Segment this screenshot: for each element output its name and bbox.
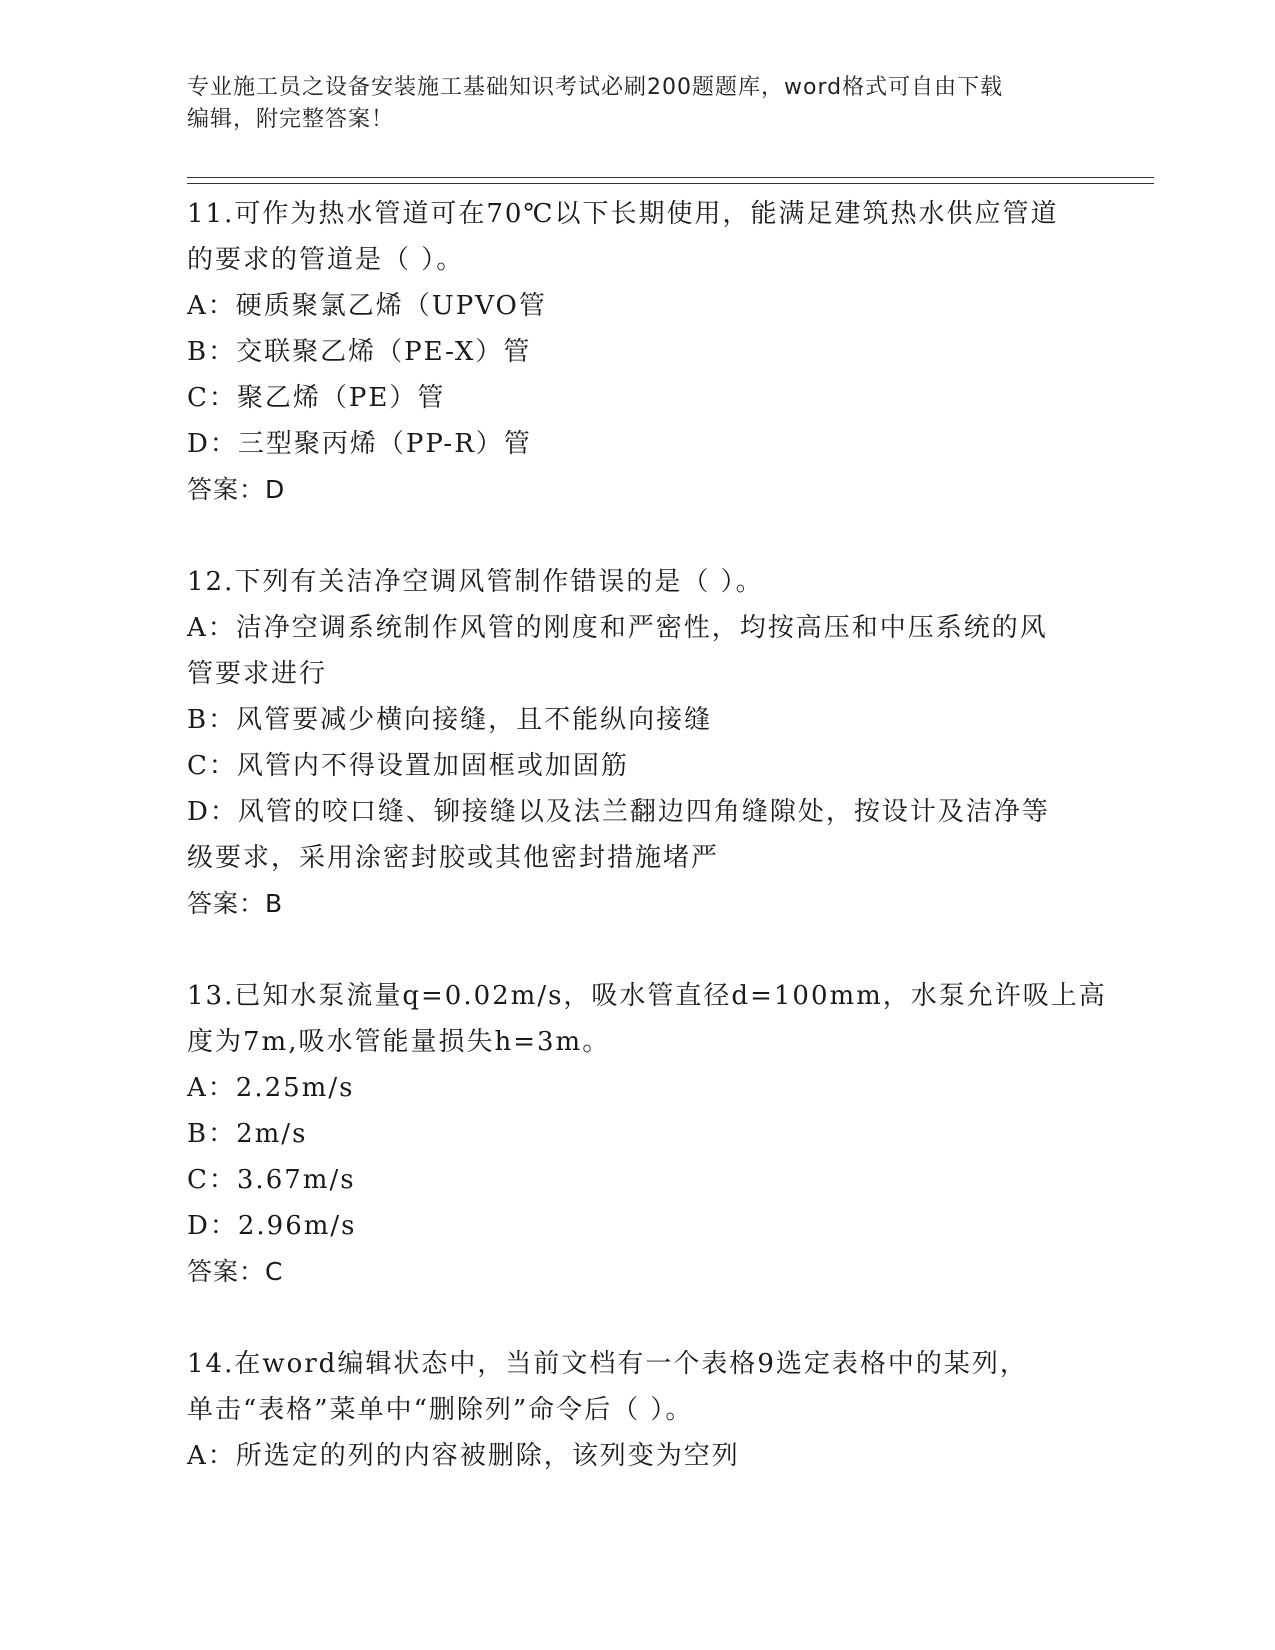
answer-option: 管要求进行: [187, 659, 328, 689]
header-divider: [187, 183, 1154, 184]
answer-option: D：风管的咬口缝、铆接缝以及法兰翻边四角缝隙处，按设计及洁净等: [187, 797, 1050, 827]
question-block: [187, 559, 1087, 927]
header-divider: [187, 177, 1154, 178]
answer-option: C：风管内不得设置加固框或加固筋: [187, 751, 629, 781]
question-stem: 的要求的管道是（ ）。: [187, 245, 465, 275]
answer-option: C：3.67m/s: [187, 1165, 356, 1195]
answer-option: A：所选定的列的内容被删除，该列变为空列: [187, 1441, 740, 1471]
answer-option: D：三型聚丙烯（PP-R）管: [187, 429, 532, 459]
question-spacer: [187, 927, 1087, 973]
header-line: 编辑，附完整答案！: [187, 107, 395, 132]
answer-option: A：洁净空调系统制作风管的刚度和严密性，均按高压和中压系统的风: [187, 613, 1048, 643]
header-line: 专业施工员之设备安装施工基础知识考试必刷200题题库，word格式可自由下载: [187, 75, 1004, 100]
question-stem: 度为7m,吸水管能量损失h=3m。: [187, 1027, 611, 1057]
answer-key: 答案：B: [187, 889, 284, 918]
answer-option: 级要求，采用涂密封胶或其他密封措施堵严: [187, 843, 720, 873]
answer-option: B：交联聚乙烯（PE-X）管: [187, 337, 532, 367]
question-block: [187, 1341, 1087, 1479]
question-spacer: [187, 513, 1087, 559]
question-stem: 11.可作为热水管道可在70℃以下长期使用，能满足建筑热水供应管道: [187, 199, 1059, 229]
answer-option: D：2.96m/s: [187, 1211, 357, 1241]
answer-option: A：硬质聚氯乙烯（UPVO管: [187, 291, 547, 321]
question-block: [187, 191, 1087, 513]
document-header: [187, 72, 1087, 136]
question-block: [187, 973, 1107, 1295]
answer-key: 答案：D: [187, 475, 286, 504]
question-stem: 单击“表格”菜单中“删除列”命令后（ ）。: [187, 1395, 694, 1425]
question-stem: 12.下列有关洁净空调风管制作错误的是（ ）。: [187, 567, 764, 597]
answer-key: 答案：C: [187, 1257, 284, 1286]
answer-option: B：风管要减少横向接缝，且不能纵向接缝: [187, 705, 713, 735]
answer-option: B：2m/s: [187, 1119, 308, 1149]
question-stem: 13.已知水泵流量q=0.02m/s，吸水管直径d=100mm，水泵允许吸上高: [187, 981, 1107, 1011]
answer-option: A：2.25m/s: [187, 1073, 355, 1103]
answer-option: C：聚乙烯（PE）管: [187, 383, 446, 413]
question-list: [187, 191, 1107, 1479]
question-stem: 14.在word编辑状态中，当前文档有一个表格9选定表格中的某列，: [187, 1349, 1028, 1379]
question-spacer: [187, 1295, 1087, 1341]
